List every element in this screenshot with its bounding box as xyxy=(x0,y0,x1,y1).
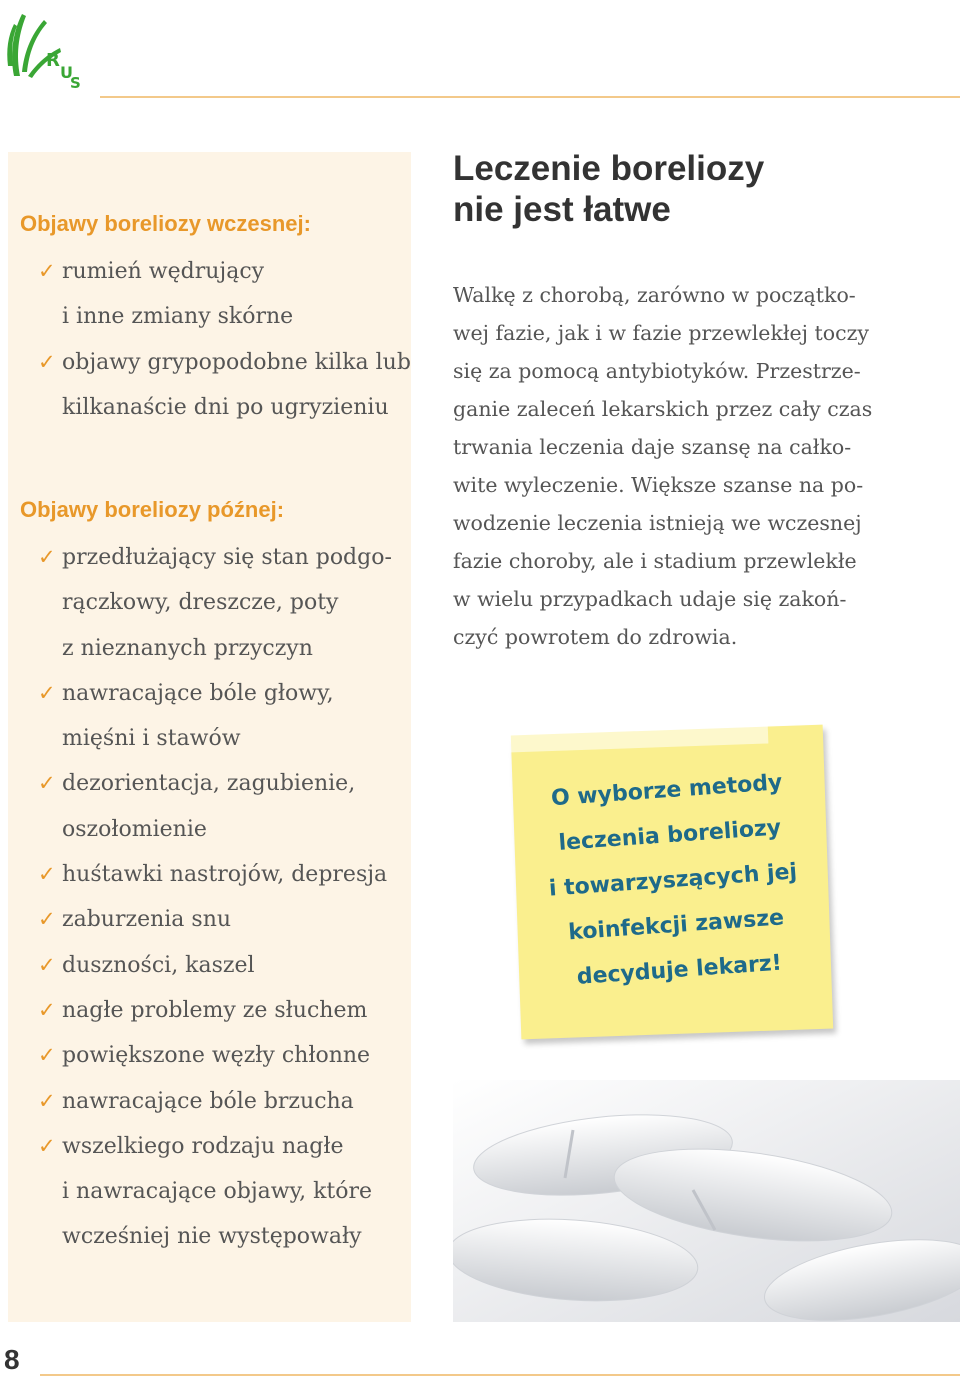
checkmark-icon: ✓ xyxy=(38,1088,56,1113)
symptom-item xyxy=(38,1033,392,1078)
symptom-text: mięśni i stawów xyxy=(62,726,241,752)
symptom-item xyxy=(38,852,392,897)
checkmark-icon: ✓ xyxy=(38,1133,56,1158)
checkmark-icon: ✓ xyxy=(38,349,56,374)
checkmark-icon: ✓ xyxy=(38,680,56,705)
symptom-item xyxy=(38,340,411,431)
symptom-item xyxy=(38,1124,392,1260)
symptom-text: nawracające bóle głowy, xyxy=(62,680,334,706)
symptom-text: rumień wędrujący xyxy=(62,259,265,284)
section-heading xyxy=(453,148,764,230)
sticky-note-text xyxy=(501,757,846,1004)
note-line: koinfekcji zawsze xyxy=(567,905,785,946)
paragraph-line: czyć powrotem do zdrowia. xyxy=(453,625,738,649)
note-line: i towarzyszących jej xyxy=(548,859,798,902)
paragraph-line: Walkę z chorobą, zarówno w początko- xyxy=(453,283,856,307)
paragraph-line: wite wyleczenie. Większe szanse na po- xyxy=(453,473,864,497)
early-symptoms-title: Objawy boreliozy wczesnej: xyxy=(20,211,311,236)
symptom-text: duszności, kaszel xyxy=(62,952,255,978)
svg-text:R: R xyxy=(46,50,60,71)
symptom-text: i inne zmiany skórne xyxy=(62,304,294,330)
checkmark-icon: ✓ xyxy=(38,259,56,283)
symptom-text: nawracające bóle brzucha xyxy=(62,1088,354,1114)
note-line: O wyborze metody xyxy=(550,770,784,812)
late-symptoms-title: Objawy boreliozy późnej: xyxy=(20,497,285,522)
header-divider xyxy=(100,96,960,98)
note-line: decyduje lekarz! xyxy=(576,950,783,990)
paragraph-line: fazie choroby, ale i stadium przewlekłe xyxy=(453,549,857,573)
early-symptoms-list xyxy=(38,249,411,430)
paragraph-line: wodzenie leczenia istnieją we wczesnej xyxy=(453,511,862,535)
symptom-text: wcześniej nie występowały xyxy=(62,1224,362,1250)
checkmark-icon: ✓ xyxy=(38,862,56,887)
paragraph-line: w wielu przypadkach udaje się zakoń- xyxy=(453,587,847,611)
symptom-item xyxy=(38,535,392,671)
checkmark-icon: ✓ xyxy=(38,545,56,569)
symptom-item xyxy=(38,1079,392,1124)
symptom-text: dezorientacja, zagubienie, xyxy=(62,771,356,797)
svg-text:S: S xyxy=(70,74,81,90)
symptom-item xyxy=(38,943,392,988)
footer-divider xyxy=(40,1374,960,1376)
symptom-text: zaburzenia snu xyxy=(62,907,232,933)
symptom-item xyxy=(38,897,392,942)
symptom-text: rączkowy, dreszcze, poty xyxy=(62,590,339,616)
note-line: leczenia boreliozy xyxy=(557,815,782,856)
symptom-text: powiększone węzły chłonne xyxy=(62,1043,371,1069)
checkmark-icon: ✓ xyxy=(38,952,56,977)
pills-photo xyxy=(453,1080,960,1322)
symptom-text: huśtawki nastrojów, depresja xyxy=(62,862,388,888)
checkmark-icon: ✓ xyxy=(38,907,56,932)
paragraph-line: się za pomocą antybiotyków. Przestrze- xyxy=(453,359,861,383)
symptom-item xyxy=(38,249,411,340)
symptom-item xyxy=(38,988,392,1033)
symptom-text: oszołomienie xyxy=(62,816,207,842)
symptom-text: z nieznanych przyczyn xyxy=(62,635,313,661)
checkmark-icon: ✓ xyxy=(38,1043,56,1068)
symptom-text: kilkanaście dni po ugryzieniu xyxy=(62,394,389,420)
checkmark-icon: ✓ xyxy=(38,771,56,796)
symptom-item xyxy=(38,671,392,762)
symptom-text: wszelkiego rodzaju nagłe xyxy=(62,1133,344,1159)
krus-logo xyxy=(4,6,84,90)
symptom-text: objawy grypopodobne kilka lub xyxy=(62,349,411,375)
paragraph-line: ganie zaleceń lekarskich przez cały czas xyxy=(453,397,873,421)
symptom-text: i nawracające objawy, które xyxy=(62,1179,373,1205)
paragraph-line: trwania leczenia daje szansę na całko- xyxy=(453,435,852,459)
svg-text:U: U xyxy=(60,63,73,82)
symptom-text: nagłe problemy ze słuchem xyxy=(62,997,368,1023)
symptom-text: przedłużający się stan podgo- xyxy=(62,545,392,570)
late-symptoms-list xyxy=(38,535,392,1260)
sticky-note xyxy=(508,722,838,1052)
checkmark-icon: ✓ xyxy=(38,997,56,1022)
paragraph-line: wej fazie, jak i w fazie przewlekłej toczy xyxy=(453,321,869,345)
treatment-paragraph xyxy=(453,276,873,656)
heading-line: Leczenie boreliozy xyxy=(453,149,765,188)
page-number: 8 xyxy=(4,1344,20,1375)
symptom-item xyxy=(38,761,392,852)
heading-line: nie jest łatwe xyxy=(453,190,671,229)
